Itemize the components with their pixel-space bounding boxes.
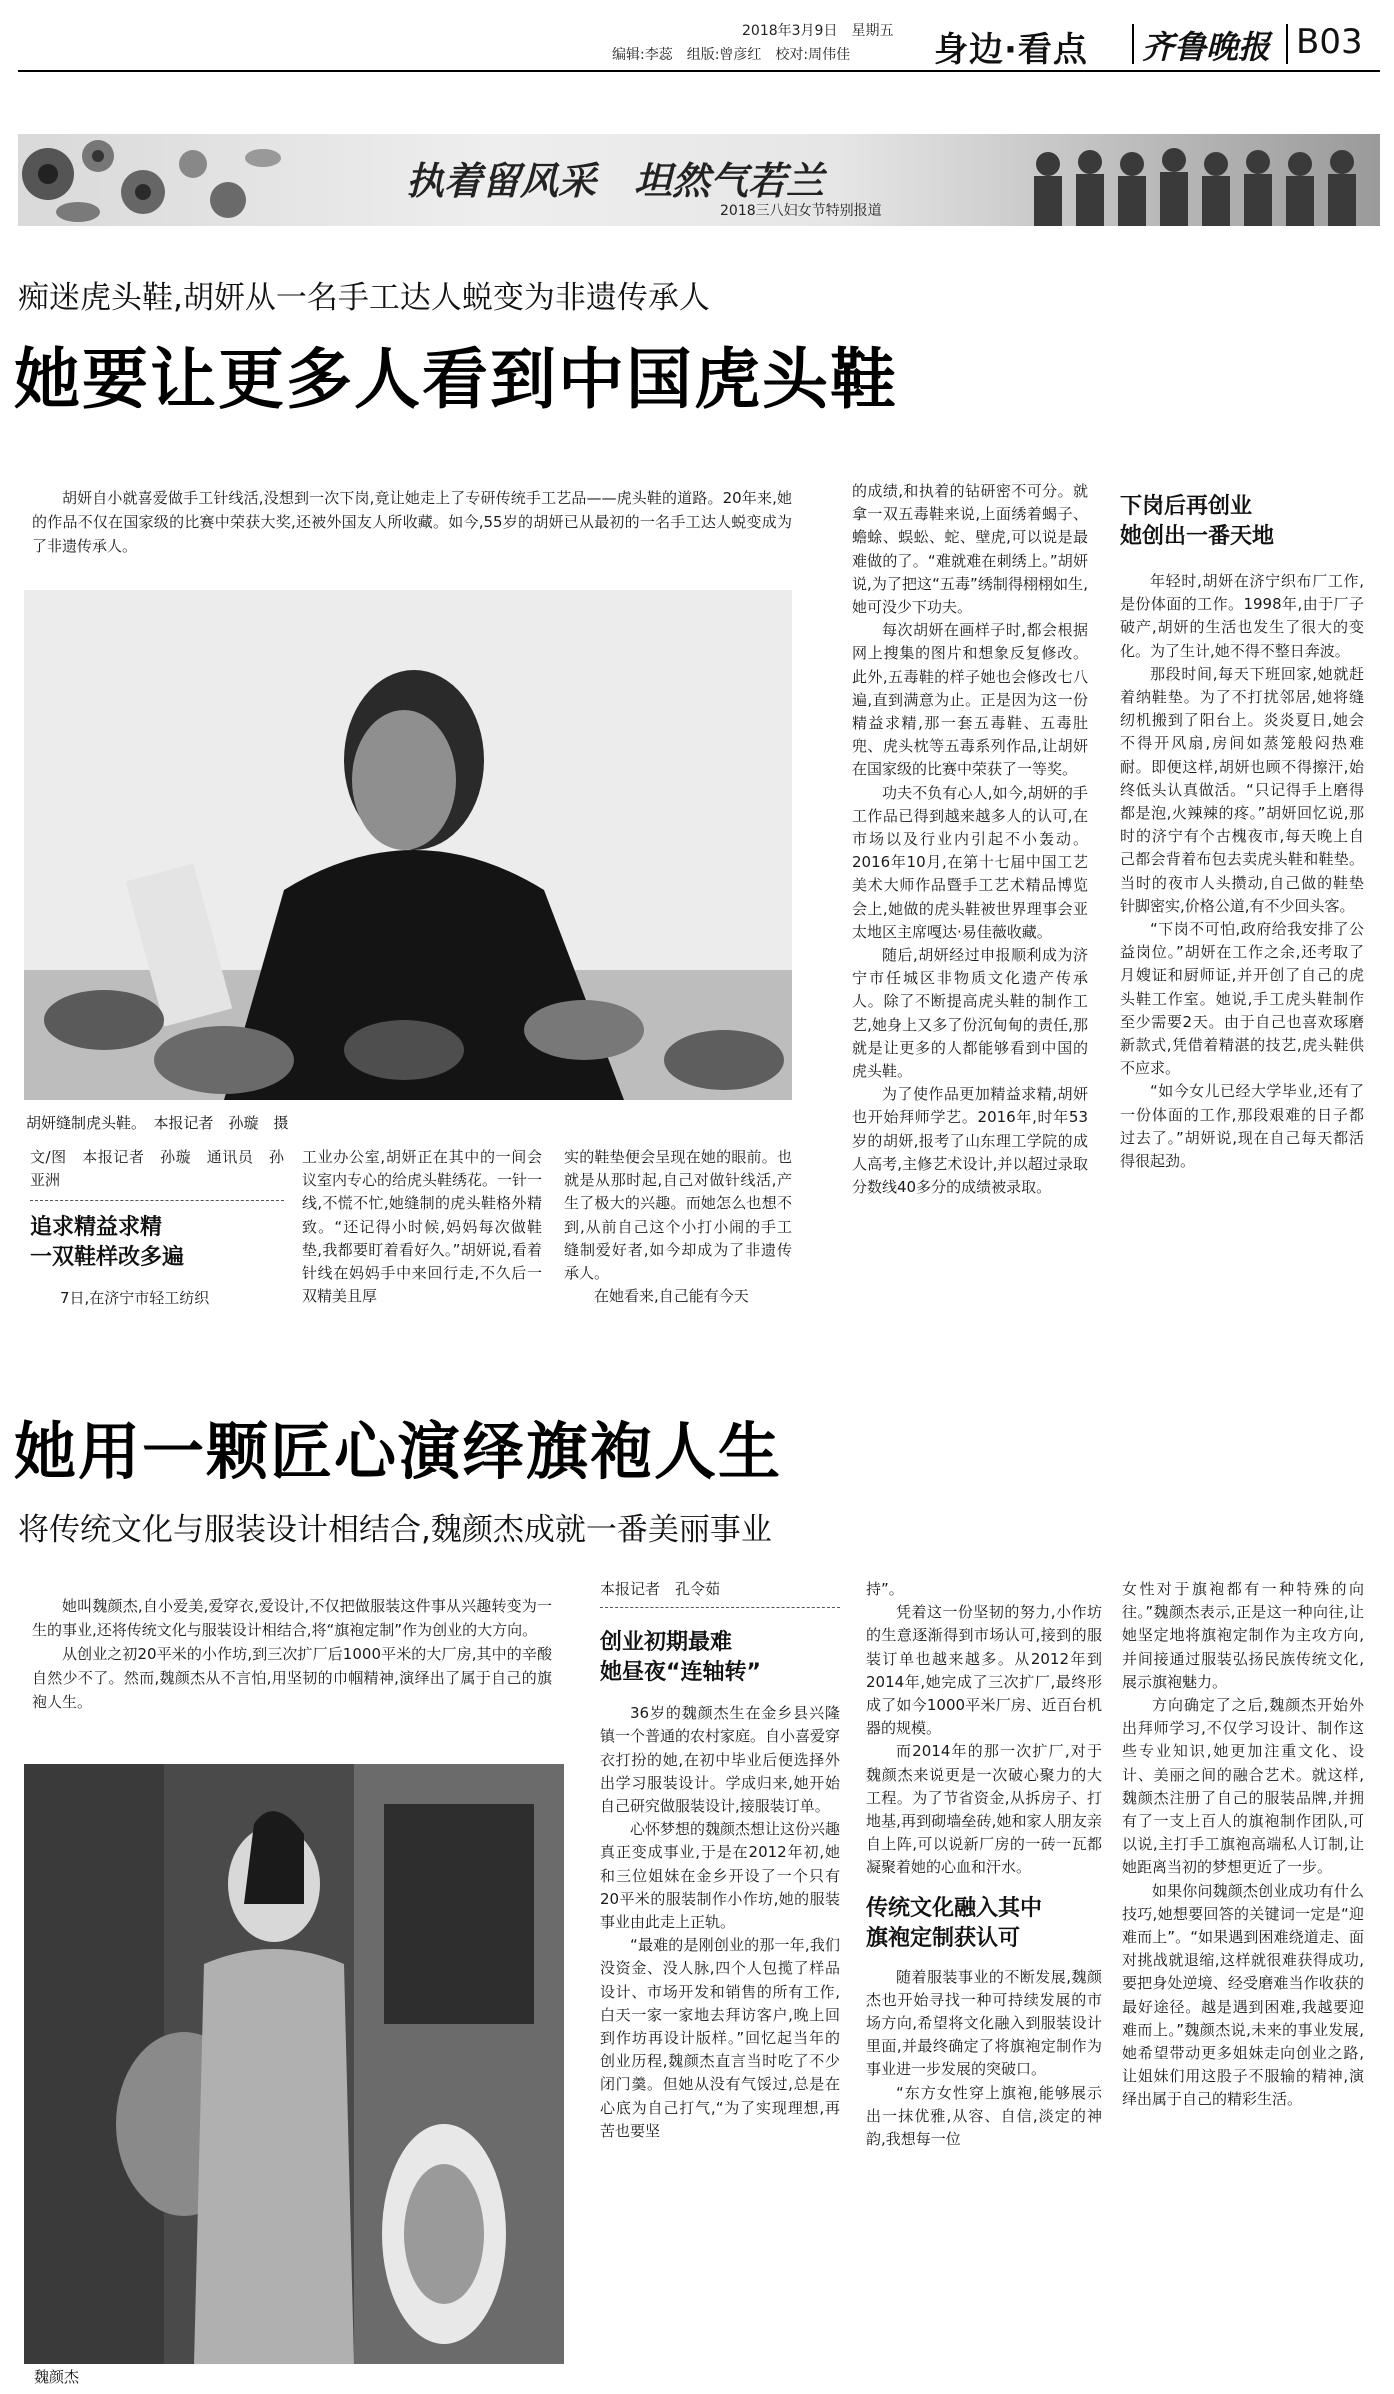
article1-kicker: 痴迷虎头鞋,胡妍从一名手工达人蜕变为非遗传承人: [18, 280, 710, 316]
paragraph: 凭着这一份坚韧的努力,小作坊的生意逐渐得到市场认可,接到的服装订单也越来越多。从2012年到2014年,她完成了三次扩厂,最终形成了如今1000平米厂房、近百台机器的规模。: [866, 1603, 1102, 1738]
banner-slogan: 执着留风采 坦然气若兰: [406, 158, 825, 203]
paragraph: 实的鞋垫便会呈现在她的眼前。也就是从那时起,自己对做针线活,产生了极大的兴趣。而她怎么也想不到,从前自己这个小打小闹的手工缝制爱好者,如今却成为了非遗传承人。: [564, 1148, 792, 1283]
masthead-divider: [1286, 24, 1288, 64]
woman-sewing-image: [24, 590, 792, 1100]
paragraph: 那段时间,每天下班回家,她就赶着纳鞋垫。为了不打扰邻居,她将缝纫机搬到了阳台上。炎炎夏日,她会不得开风扇,房间如蒸笼般闷热难耐。即便这样,胡妍也顾不得擦汗,始终低头认真做活。“只记得手上磨得都是泡,火辣辣的疼。”胡妍回忆说,那时的济宁有个古槐夜市,每天晚上自己都会背着布包去卖虎头鞋和鞋垫。当时的夜市人头攒动,自己做的鞋垫针脚密实,价格公道,有不少回头客。: [1120, 664, 1364, 915]
paragraph: 持”。: [866, 1580, 904, 1598]
masthead-rule: [18, 70, 1380, 72]
article1-photo: [24, 590, 792, 1100]
article1-photo-caption: 胡妍缝制虎头鞋。 本报记者 孙璇 摄: [26, 1114, 289, 1132]
paragraph: 而2014年的那一次扩厂,对于魏颜杰来说更是一次破心聚力的大工程。为了节省资金,从拆房子、打地基,再到砌墙垒砖,她和家人朋友亲自上阵,可以说新厂房的一砖一瓦都凝聚着她的心血和汗水。: [866, 1742, 1102, 1877]
paragraph: 每次胡妍在画样子时,都会根据网上搜集的图片和想象反复修改。此外,五毒鞋的样子她也会修改七八遍,直到满意为止。正是因为这一份精益求精,那一套五毒鞋、五毒肚兜、虎头枕等五毒系列作品,让胡妍在国家级的比赛中荣获了一等奖。: [852, 621, 1088, 779]
editors-line: 编辑:李蕊 组版:曾彦红 校对:周伟佳: [612, 47, 851, 63]
byline-rule: [30, 1200, 284, 1201]
article1-headline: 她要让更多人看到中国虎头鞋: [14, 341, 898, 418]
paragraph: 随着服装事业的不断发展,魏颜杰也开始寻找一种可持续发展的市场方向,希望将文化融入到服装设计里面,并最终确定了将旗袍定制作为事业进一步发展的突破口。: [866, 1967, 1102, 2079]
paragraph: 7日,在济宁市轻工纺织: [60, 1289, 210, 1308]
paragraph: 心怀梦想的魏颜杰想让这份兴趣真正变成事业,于是在2012年初,她和三位姐妹在金乡开设了一个只有20平米的服装制作小作坊,她的服装事业由此走上正轨。: [600, 1820, 841, 1932]
special-banner: [18, 134, 1380, 226]
masthead-divider: [1132, 24, 1134, 64]
banner-label: 2018三八妇女节特别报道: [720, 203, 882, 219]
article2-subhead1: 创业初期最难 她昼夜“连轴转”: [600, 1630, 761, 1686]
masthead: [0, 0, 1394, 72]
article1-col1: [30, 1146, 284, 1311]
article1-subhead2: 下岗后再创业 她创出一番天地: [1120, 494, 1275, 549]
article2-photo-caption: 魏颜杰: [34, 2368, 80, 2386]
paragraph: 如果你问魏颜杰创业成功有什么技巧,她想要回答的关键词一定是“迎难而上”。“如果遇到困难绕道走、面对挑战就退缩,这样就很难获得成功,要把身处逆境、经受磨难当作收获的最好途径。越是遇到困难,我越要迎难而上。”魏颜杰说,未来的事业发展,她希望带动更多姐妹走向创业之路,让姐妹们用这股子不服输的精神,演绎出属于自己的精彩生活。: [1122, 1881, 1364, 2109]
paragraph: 36岁的魏颜杰生在金乡县兴隆镇一个普通的农村家庭。自小喜爱穿衣打扮的她,在初中毕业后便选择外出学习服装设计。学成归来,她开始自己研究做服装设计,接服装订单。: [600, 1704, 841, 1816]
article2-col2: [600, 1578, 840, 2143]
woman-in-qipao-image: [24, 1764, 564, 2364]
article2-subheadline: 将传统文化与服装设计相结合,魏颜杰成就一番美丽事业: [18, 1512, 772, 1548]
date-line: 2018年3月9日 星期五: [742, 23, 894, 39]
byline-rule: [600, 1607, 840, 1608]
paragraph: 年轻时,胡妍在济宁织布厂工作,是份体面的工作。1998年,由于厂子破产,胡妍的生活也发生了很大的变化。为了生计,她不得不整日奔波。: [1120, 572, 1364, 660]
article2-headline: 她用一颗匠心演绎旗袍人生: [14, 1415, 783, 1488]
byline: 本报记者 孔令茹: [600, 1580, 721, 1598]
byline: 文/图 本报记者 孙璇 通讯员 孙亚洲: [30, 1148, 284, 1190]
paragraph: “东方女性穿上旗袍,能够展示出一抹优雅,从容、自信,淡定的神韵,我想每一位: [866, 2083, 1102, 2149]
section-title: 身边·看点: [934, 30, 1088, 70]
paragraph: “如今女儿已经大学毕业,还有了一份体面的工作,那段艰难的日子都过去了。”胡妍说,现在自己每天都活得很起劲。: [1120, 1082, 1364, 1171]
paragraph: 工业办公室,胡妍正在其中的一间会议室内专心的给虎头鞋绣花。一针一线,不慌不忙,她缝制的虎头鞋格外精致。“还记得小时候,妈妈每次做鞋垫,我都要盯着看好久。”胡妍说,看着针线在妈妈手中来回行走,不久后一双精美且厚: [302, 1148, 543, 1306]
lead-paragraph: 胡妍自小就喜爱做手工针线活,没想到一次下岗,竟让她走上了专研传统手工艺品——虎头鞋的道路。20年来,她的作品不仅在国家级的比赛中荣获大奖,还被外国友人所收藏。如今,55岁的胡妍已从最初的一名手工达人蜕变成为了非遗传承人。: [32, 489, 792, 555]
lead-paragraph: 从创业之初20平米的小作坊,到三次扩厂后1000平米的大厂房,其中的辛酸自然少不了。然而,魏颜杰从不言怕,用坚韧的巾帼精神,演绎出了属于自己的旗袍人生。: [32, 1645, 552, 1711]
women-portraits: [1028, 138, 1380, 226]
article1-col2: [302, 1146, 542, 1308]
paragraph: 方向确定了之后,魏颜杰开始外出拜师学习,不仅学习设计、制作这些专业知识,她更加注重文化、设计、美丽之间的融合艺术。就这样,魏颜杰注册了自己的服装品牌,并拥有了一支上百人的旗袍制作团队,可以说,主打手工旗袍高端私人订制,让她距离当初的梦想更近了一步。: [1122, 1696, 1364, 1877]
paragraph: 在她看来,自己能有今天: [594, 1287, 749, 1306]
article1-col4: [852, 480, 1088, 1199]
flower-decoration: [18, 134, 318, 226]
paragraph: 的成绩,和执着的钻研密不可分。就拿一双五毒鞋来说,上面绣着蝎子、蟾蜍、蜈蚣、蛇、壁虎,可以说是最难做的了。“难就难在刺绣上。”胡妍说,为了把这“五毒”绣制得栩栩如生,她可没少下功夫。: [852, 482, 1088, 617]
paper-logo: 齐鲁晚报: [1142, 28, 1271, 66]
paragraph: “下岗不可怕,政府给我安排了公益岗位。”胡妍在工作之余,还考取了月嫂证和厨师证,并开创了自己的虎头鞋工作室。她说,手工虎头鞋制作至少需要2天。由于自己也喜欢琢磨新款式,凭借着精湛的技艺,虎头鞋供不应求。: [1120, 920, 1364, 1078]
paragraph: 为了使作品更加精益求精,胡妍也开始拜师学艺。2016年,时年53岁的胡妍,报考了山东理工学院的成人高考,主修艺术设计,并以超过录取分数线40多分的成绩被录取。: [852, 1085, 1088, 1197]
article1-col5: [1120, 492, 1364, 1173]
page-number: B03: [1296, 22, 1363, 62]
paragraph: “最难的是刚创业的那一年,我们没资金、没人脉,四个人包揽了样品设计、市场开发和销售的所有工作,白天一家一家地去拜访客户,晚上回到作坊再设计版样。”回忆起当年的创业历程,魏颜杰直言当时吃了不少闭门羹。但她从没有气馁过,总是在心底为自己打气,“为了实现理想,再苦也要坚: [600, 1936, 840, 2140]
article1-col3: [564, 1146, 792, 1308]
article1-subhead1: 追求精益求精 一双鞋样改多遍: [30, 1215, 185, 1271]
paragraph: 功夫不负有心人,如今,胡妍的手工作品已得到越来越多人的认可,在市场以及行业内引起不小轰动。2016年10月,在第十七届中国工艺美术大师作品暨手工艺术精品博览会上,她做的虎头鞋被世界理事会亚太地区主席嘎达·易佳薇收藏。: [852, 783, 1088, 941]
article1-lead: [32, 486, 792, 558]
article2-col3: [866, 1578, 1102, 2151]
paragraph: 随后,胡妍经过申报顺利成为济宁市任城区非物质文化遗产传承人。除了不断提高虎头鞋的制作工艺,她身上又多了份沉甸甸的责任,那就是让更多的人都能够看到中国的虎头鞋。: [852, 946, 1088, 1081]
article2-col4: [1122, 1578, 1364, 2112]
article2-subhead2: 传统文化融入其中 旗袍定制获认可: [866, 1895, 1043, 1951]
lead-paragraph: 她叫魏颜杰,自小爱美,爱穿衣,爱设计,不仅把做服装这件事从兴趣转变为一生的事业,还将传统文化与服装设计相结合,将“旗袍定制”作为创业的大方向。: [32, 1597, 552, 1639]
article2-photo: [24, 1764, 564, 2364]
paragraph: 女性对于旗袍都有一种特殊的向往。”魏颜杰表示,正是这一种向往,让她坚定地将旗袍定制作为主攻方向,并间接通过服装弘扬民族传统文化,展示旗袍魅力。: [1122, 1580, 1364, 1691]
article2-lead: [32, 1594, 552, 1714]
